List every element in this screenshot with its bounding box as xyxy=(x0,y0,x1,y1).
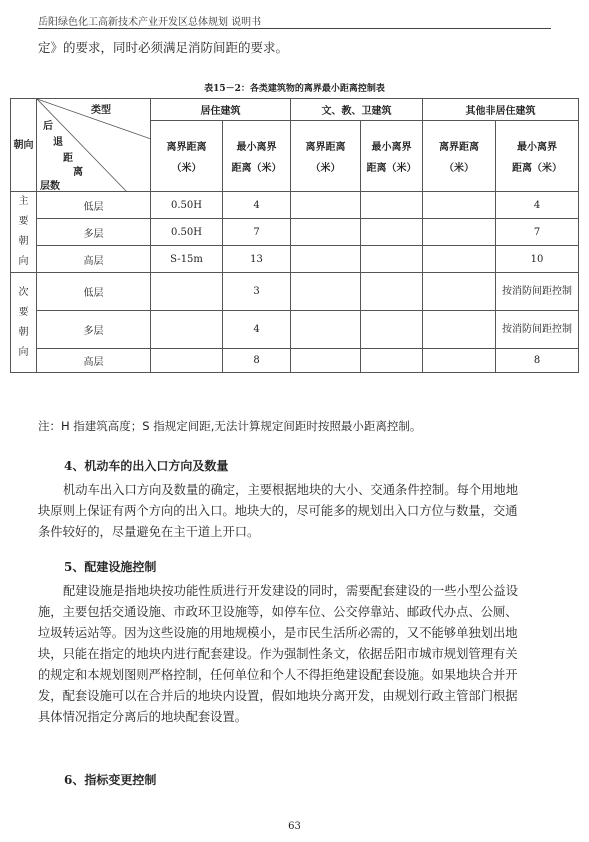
corner-ju-label: 距 xyxy=(63,153,73,164)
table-row xyxy=(11,311,579,349)
value-cell xyxy=(291,246,361,273)
value-cell xyxy=(291,273,361,311)
value-cell: 0.50H xyxy=(151,219,223,246)
value-cell: 按消防间距控制 xyxy=(496,273,579,311)
group-cultural-edu-health: 文、教、卫建筑 xyxy=(291,99,423,121)
value-cell: 7 xyxy=(223,219,291,246)
group-residential: 居住建筑 xyxy=(151,99,291,121)
value-cell: 4 xyxy=(223,192,291,219)
section-label-secondary: 次要朝向 xyxy=(11,273,37,373)
value-cell xyxy=(151,349,223,373)
value-cell xyxy=(291,349,361,373)
table-row xyxy=(11,219,579,246)
table-row xyxy=(11,246,579,273)
value-cell xyxy=(291,311,361,349)
intro-line: 定》的要求，同时必须满足消防间距的要求。 xyxy=(38,40,289,55)
value-cell xyxy=(151,311,223,349)
value-cell: 0.50H xyxy=(151,192,223,219)
value-cell: 10 xyxy=(496,246,579,273)
value-cell xyxy=(291,192,361,219)
section-5-heading: 5、配建设施控制 xyxy=(64,560,157,574)
value-cell xyxy=(423,311,496,349)
floor-cell: 多层 xyxy=(37,311,151,349)
header-rule xyxy=(38,28,551,29)
value-cell: S-15m xyxy=(151,246,223,273)
subheader-min-distance: 最小离界 距离（米） xyxy=(496,121,579,192)
table-row xyxy=(11,349,579,373)
value-cell: 13 xyxy=(223,246,291,273)
group-other-nonresidential: 其他非居住建筑 xyxy=(423,99,579,121)
corner-floors-label: 层数 xyxy=(40,181,60,192)
table-caption: 表15－2：各类建筑物的离界最小距离控制表 xyxy=(204,84,385,94)
value-cell: 按消防间距控制 xyxy=(496,311,579,349)
value-cell: 4 xyxy=(496,192,579,219)
section-4-heading: 4、机动车的出入口方向及数量 xyxy=(64,459,229,473)
value-cell xyxy=(423,273,496,311)
section-6-heading: 6、指标变更控制 xyxy=(64,773,157,787)
value-cell xyxy=(361,246,423,273)
value-cell: 3 xyxy=(223,273,291,311)
floor-cell: 高层 xyxy=(37,246,151,273)
value-cell xyxy=(361,349,423,373)
value-cell xyxy=(423,349,496,373)
value-cell xyxy=(423,246,496,273)
value-cell xyxy=(361,311,423,349)
subheader-boundary-distance: 离界距离 （米） xyxy=(291,121,361,192)
table-note: 注：H 指建筑高度；S 指规定间距,无法计算规定间距时按照最小距离控制。 xyxy=(38,419,422,433)
corner-header xyxy=(37,99,151,192)
value-cell: 4 xyxy=(223,311,291,349)
value-cell xyxy=(151,273,223,311)
subheader-min-distance: 最小离界 距离（米） xyxy=(223,121,291,192)
floor-cell: 低层 xyxy=(37,273,151,311)
header-title: 岳阳绿色化工高新技术产业开发区总体规划 说明书 xyxy=(38,17,262,28)
table-row xyxy=(11,273,579,311)
subheader-boundary-distance: 离界距离 （米） xyxy=(151,121,223,192)
setback-distance-table xyxy=(10,98,579,373)
floor-cell: 多层 xyxy=(37,219,151,246)
subheader-boundary-distance: 离界距离 （米） xyxy=(423,121,496,192)
value-cell: 8 xyxy=(496,349,579,373)
floor-cell: 低层 xyxy=(37,192,151,219)
value-cell: 8 xyxy=(223,349,291,373)
orientation-header: 朝向 xyxy=(11,99,37,192)
floor-cell: 高层 xyxy=(37,349,151,373)
value-cell xyxy=(361,192,423,219)
page-number: 63 xyxy=(288,821,301,832)
corner-type-label: 类型 xyxy=(91,105,111,116)
value-cell xyxy=(361,273,423,311)
corner-hou-label: 后 xyxy=(43,121,53,132)
corner-tui-label: 退 xyxy=(53,137,63,148)
section-5-paragraph: 配建设施是指地块按功能性质进行开发建设的同时，需要配套建设的一些小型公益设 施，主要包括交通设施、市政环卫设施等，如停车位、公交停靠站、邮政代办点、公厕、 垃圾转运站等。因为这些设施的用地规模小，是市民生活所必需的，又不能够单独划出地 块，只能在指定的地块内进行配套建设。作为强制性条文，依据岳阳市城市规划管理有关 的规定和本规划图则严格控制，任何单位和个人不得拒绝建设配套设施。如果地块合并开 发，配套设施可以在合并后的地块内设置，假如地块分离开发，由规划行政主管部门根据 具体情况指定分离后的地块配套设置。 xyxy=(38,584,518,724)
table-row xyxy=(11,192,579,219)
section-label-primary: 主要朝向 xyxy=(11,192,37,273)
value-cell xyxy=(423,219,496,246)
value-cell: 7 xyxy=(496,219,579,246)
subheader-min-distance: 最小离界 距离（米） xyxy=(361,121,423,192)
section-4-paragraph: 机动车出入口方向及数量的确定，主要根据地块的大小、交通条件控制。每个用地地 块原则上保证有两个方向的出入口。地块大的，尽可能多的规划出入口方位与数量，交通 条件较好的，尽量避免在主干道上开口。 xyxy=(38,483,518,539)
value-cell xyxy=(291,219,361,246)
value-cell xyxy=(423,192,496,219)
corner-li-label: 离 xyxy=(73,167,83,178)
value-cell xyxy=(361,219,423,246)
